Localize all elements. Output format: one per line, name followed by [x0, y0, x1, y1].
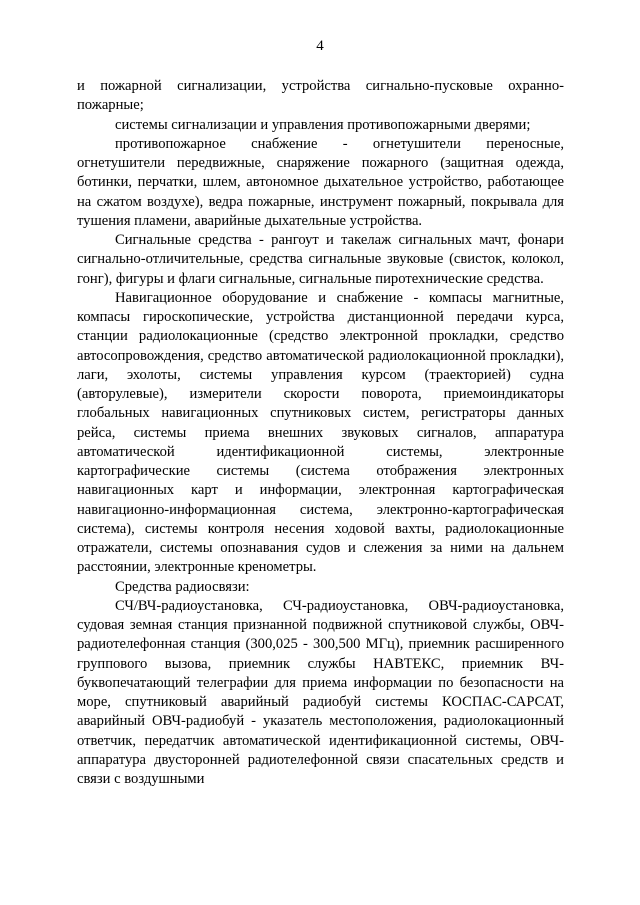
paragraph-fire-door-systems: системы сигнализации и управления противопожарными дверями; [115, 116, 531, 133]
paragraph-fire-equipment: противопожарное снабжение - огнетушители переносные, огнетушители передвижные, снаряжение пожарного (защитная одежда, ботинки, перчатки, шлем, автономное дыхательное устройство, работающее на сжатом воздухе), ведра пожарные, инструмент пожарный, покрывала для тушения пламени, аварийные дыхательные устройства. [77, 135, 564, 229]
paragraph-radio-heading: Средства радиосвязи: [115, 578, 250, 595]
paragraph-radio-equipment: СЧ/ВЧ-радиоустановка, СЧ-радиоустановка, ОВЧ-радиоустановка, судовая земная станция признанной подвижной спутниковой службы, ОВЧ-радиотелефонная станция (300,025 - 300,500 МГц), приемник расширенного группового вызова, приемник службы НАВТЕКС, приемник ВЧ-буквопечатающий телеграфии для приема информации по безопасности на море, спутниковый аварийный радиобуй системы КОСПАС-САРСАТ, аварийный ОВЧ-радиобуй - указатель местоположения, радиолокационный ответчик, передатчик автоматической идентификационной системы, ОВЧ-аппаратура двусторонней радиотелефонной связи спасательных средств и связи с воздушными [77, 597, 564, 787]
document-body [77, 77, 564, 789]
paragraph-navigation-equipment: Навигационное оборудование и снабжение - компасы магнитные, компасы гироскопические, устройства дистанционной передачи курса, станции радиолокационные (средство электронной прокладки, средство автосопровождения, средство автоматической радиолокационной прокладки), лаги, эхолоты, системы управления курсом (траекторией) судна (авторулевые), измерители скорости поворота, приемоиндикаторы глобальных навигационных спутниковых систем, регистраторы данных рейса, системы приема внешних звуковых сигналов, аппаратура автоматической идентификационной системы, электронные картографические системы (система отображения электронных навигационных карт и информации, электронная картографическая навигационно-информационная система, электронно-картографическая система), системы контроля несения ходовой вахты, радиолокационные отражатели, системы опознавания судов и слежения за ними на дальнем расстоянии, электронные кренометры. [77, 289, 564, 576]
paragraph-fire-alarm-continuation: и пожарной сигнализации, устройства сигнально-пусковые охранно-пожарные; [77, 78, 564, 114]
paragraph-signal-means: Сигнальные средства - рангоут и такелаж сигнальных мачт, фонари сигнально-отличительные, средства сигнальные звуковые (свисток, колокол, гонг), фигуры и флаги сигнальные, сигнальные пиротехнические средства. [77, 232, 564, 287]
page-number: 4 [316, 38, 324, 54]
